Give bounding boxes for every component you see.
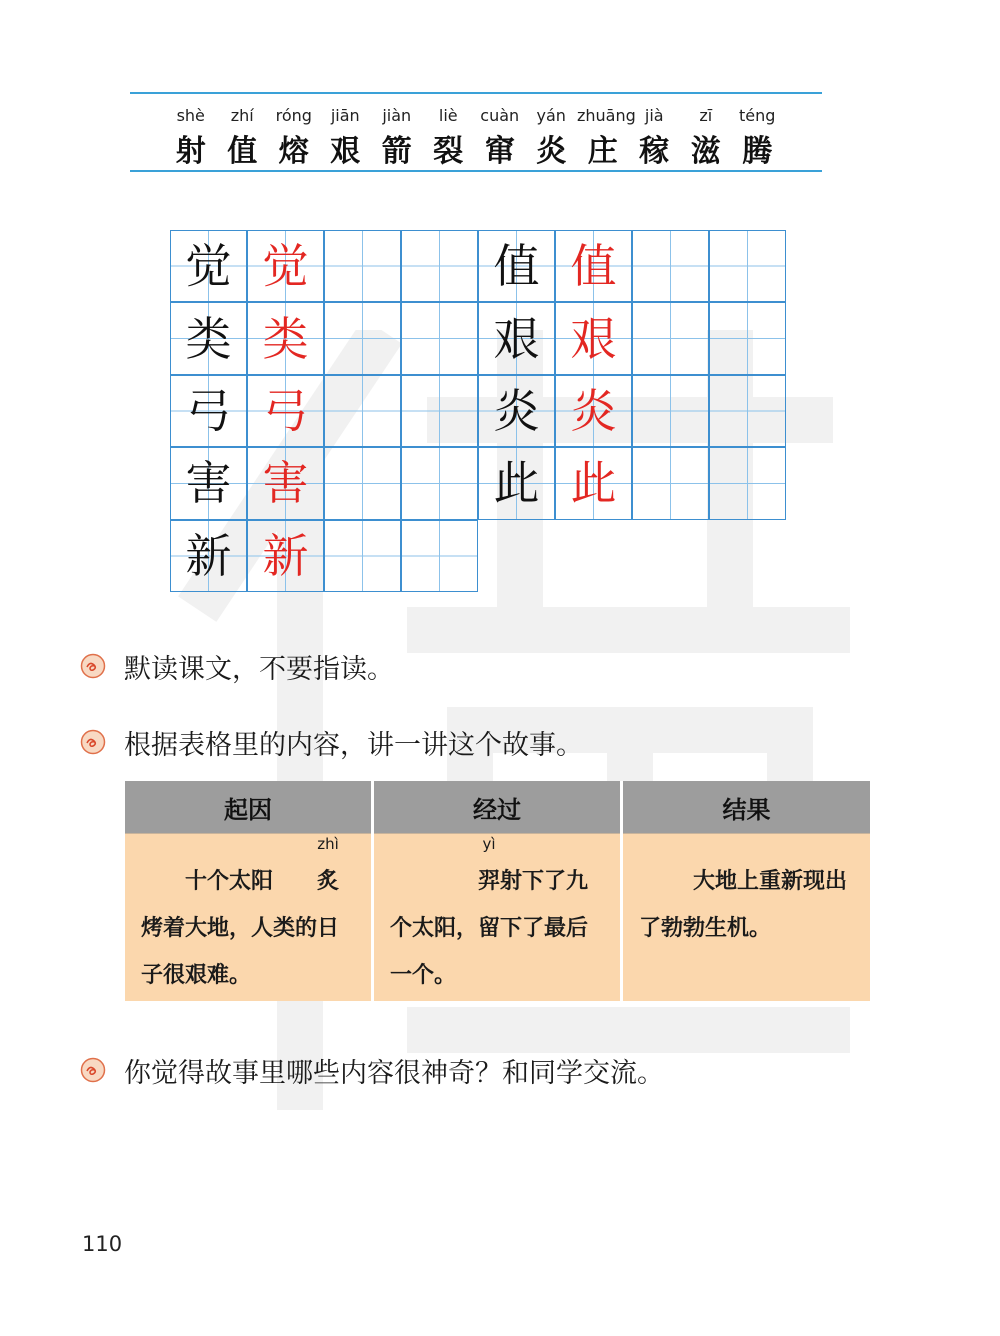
header-process: 经过 [374, 781, 620, 834]
grid-cell [709, 447, 786, 519]
vocab-pinyin: cuàn [480, 106, 520, 125]
vocab-pinyin: zhí [230, 106, 254, 125]
grid-cell [709, 375, 786, 447]
vocab-character: 庄 [587, 134, 618, 169]
grid-cell [247, 302, 324, 374]
vocab-character: 腾 [742, 134, 773, 169]
vocab-item [474, 106, 526, 169]
column-divider [371, 781, 374, 1001]
grid-cell [324, 520, 401, 592]
model-character: 害 [262, 456, 309, 511]
ruby-char: 羿 [478, 868, 501, 894]
character: 新 [185, 528, 232, 583]
grid-cell [478, 302, 555, 374]
character: 炎 [493, 383, 540, 438]
vocab-character: 射 [175, 134, 206, 169]
model-character: 类 [262, 311, 309, 366]
grid-cell [170, 375, 247, 447]
vocab-pinyin: téng [739, 106, 776, 125]
column-divider [620, 781, 623, 1001]
vocab-item [423, 106, 475, 169]
cause-text-start: 十个太阳 [185, 868, 274, 894]
vocab-character: 裂 [433, 134, 464, 169]
grid-cell [401, 302, 478, 374]
cell-result [623, 834, 870, 1001]
swirl-bullet-icon [80, 729, 106, 755]
model-character: 值 [570, 239, 617, 294]
vocab-list [165, 106, 783, 169]
grid-cell [555, 447, 632, 519]
instruction-silent-reading [80, 646, 394, 686]
character: 类 [185, 311, 232, 366]
vocab-character: 窜 [484, 134, 515, 169]
vocab-character: 熔 [278, 134, 309, 169]
grid-cell [401, 230, 478, 302]
vocab-item [268, 106, 320, 169]
writing-practice-grid [170, 230, 786, 592]
grid-cell [247, 375, 324, 447]
model-character: 弓 [262, 383, 309, 438]
grid-cell [709, 230, 786, 302]
grid-cell [632, 230, 709, 302]
header-result: 结果 [623, 781, 870, 834]
cell-process [374, 834, 620, 1001]
grid-cell [555, 375, 632, 447]
grid-cell [478, 447, 555, 519]
page-number: 110 [82, 1232, 123, 1256]
grid-cell [632, 375, 709, 447]
grid-cell [170, 520, 247, 592]
grid-cell [324, 375, 401, 447]
instruction-text: 你觉得故事里哪些内容很神奇？和同学交流。 [124, 1057, 664, 1089]
vocab-character: 箭 [381, 134, 412, 169]
vocab-pinyin: liè [438, 106, 458, 125]
vocab-pinyin: jià [644, 106, 664, 125]
cell-cause [125, 834, 371, 1001]
grid-cell [401, 375, 478, 447]
grid-cell [324, 302, 401, 374]
vocab-pinyin: zhuāng [577, 106, 636, 125]
vocab-character: 滋 [690, 134, 721, 169]
vocab-pinyin: shè [176, 106, 205, 125]
vocab-item [629, 106, 681, 169]
grid-cell [170, 230, 247, 302]
vocab-item [526, 106, 578, 169]
character: 艰 [493, 311, 540, 366]
vocab-item [371, 106, 423, 169]
vocab-character: 炎 [536, 134, 567, 169]
character: 此 [493, 456, 540, 511]
vocab-item [732, 106, 784, 169]
grid-cell [170, 302, 247, 374]
story-table [125, 781, 870, 1001]
pinyin-annotation: zhì [317, 835, 339, 853]
vocab-top-rule [130, 92, 822, 94]
instruction-text: 根据表格里的内容，讲一讲这个故事。 [124, 729, 583, 761]
grid-cell [632, 302, 709, 374]
vocab-item [165, 106, 217, 169]
vocab-pinyin: yán [536, 106, 566, 125]
header-cause: 起因 [125, 781, 371, 834]
character: 弓 [185, 383, 232, 438]
grid-cell [247, 520, 324, 592]
vocab-pinyin: róng [275, 106, 312, 125]
grid-cell [324, 447, 401, 519]
ruby-zhi [273, 835, 340, 905]
grid-cell [401, 520, 478, 592]
grid-cell [709, 302, 786, 374]
vocab-character: 艰 [330, 134, 361, 169]
cause-text-end: 烤着大地，人类的日子很艰难。 [141, 915, 340, 988]
ruby-char: 炙 [317, 868, 340, 894]
grid-cell [247, 447, 324, 519]
instruction-text: 默读课文，不要指读。 [124, 653, 394, 685]
grid-cell [170, 447, 247, 519]
grid-cell [401, 447, 478, 519]
vocab-bottom-rule [130, 170, 822, 172]
grid-cell [555, 302, 632, 374]
vocab-pinyin: zī [699, 106, 713, 125]
vocab-item [680, 106, 732, 169]
instruction-discuss [80, 1050, 664, 1090]
grid-cell [247, 230, 324, 302]
vocab-item [217, 106, 269, 169]
character: 害 [185, 456, 232, 511]
vocab-character: 稼 [639, 134, 670, 169]
model-character: 此 [570, 456, 617, 511]
character: 值 [493, 239, 540, 294]
grid-cell [324, 230, 401, 302]
grid-cell [478, 230, 555, 302]
vocab-item [577, 106, 636, 169]
model-character: 觉 [262, 239, 309, 294]
model-character: 新 [262, 528, 309, 583]
vocab-character: 值 [227, 134, 258, 169]
ruby-yi [434, 835, 501, 905]
swirl-bullet-icon [80, 653, 106, 679]
vocab-pinyin: jiàn [382, 106, 412, 125]
model-character: 炎 [570, 383, 617, 438]
model-character: 艰 [570, 311, 617, 366]
swirl-bullet-icon [80, 1057, 106, 1083]
process-text-end: 射下了九个太阳，留下了最后一个。 [390, 868, 589, 988]
instruction-retell-story [80, 722, 583, 762]
grid-cell [632, 447, 709, 519]
grid-cell [478, 375, 555, 447]
vocab-item [320, 106, 372, 169]
result-text: 大地上重新现出了勃勃生机。 [639, 868, 848, 941]
pinyin-annotation: yì [482, 835, 496, 853]
grid-cell [555, 230, 632, 302]
vocab-pinyin: jiān [330, 106, 360, 125]
character: 觉 [185, 239, 232, 294]
